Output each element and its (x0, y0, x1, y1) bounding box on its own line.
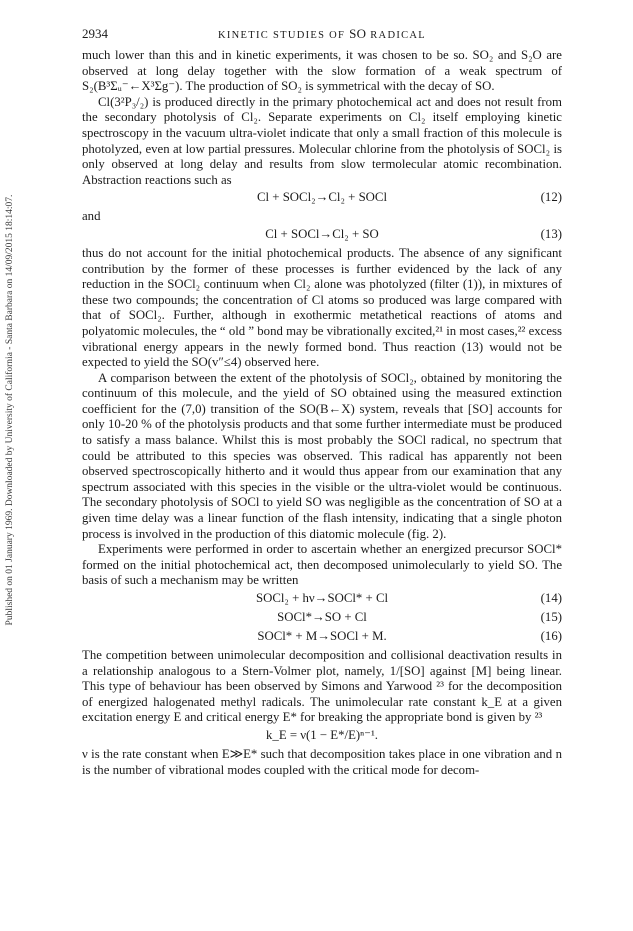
download-watermark (4, 90, 16, 730)
paragraph: ν is the rate constant when E≫E* such that decomposition takes place in one vibration and n is the number of vibrational modes coupled with the critical mode for decom- (82, 746, 562, 777)
equation-expression: k_E = ν(1 − E*/E)ⁿ⁻¹. (266, 727, 378, 742)
equation-rate-constant (82, 728, 562, 745)
equation-expression: Cl + SOCl→Cl₂ + SO (265, 226, 379, 241)
equation-number: (16) (540, 629, 562, 643)
paragraph: much lower than this and in kinetic experiments, it was chosen to be so. SO₂ and S₂O are observed at long delay together with the slow formation of a weak spectrum of S₂(B³Σᵤ⁻←X³Σg⁻). The production of SO₂ is symmetrical with the decay of SO. (82, 48, 562, 94)
paragraph: The competition between unimolecular decomposition and collisional deactivation results in a relationship analogous to a Stern-Volmer plot, namely, 1/[SO] against [M] being linear. This type of behaviour has been observed by Simons and Yarwood ²³ for the decomposition of energized halogenated methyl radicals. The unimolecular rate constant k_E at a given excitation energy E and critical energy E* for breaking the appropriate bond is given by ²³ (82, 648, 562, 725)
equation-15 (82, 610, 562, 627)
download-watermark-text: Published on 01 January 1969. Downloaded by University of California - Santa Barbara on 14/09/2015 18:14:07. (5, 194, 15, 626)
page-header (82, 26, 562, 48)
paragraph: A comparison between the extent of the photolysis of SOCl₂, obtained by monitoring the continuum of this molecule, and the yield of SO obtained using the measured extinction coefficient for the (7,0) transition of the SO(B←X) system, reveals that [SO] accounts for only 10-20 % of the photolysis products and that some further intermediate must be produced to satisfy a mass balance. Whilst this is most probably the SOCl radical, no spectrum that could be attributed to this species was observed. This radical has apparently not been observed spectroscopically hitherto and it would thus appear from our examination that any spectrum associated with this species in the visible or the ultra-violet would be continuous. The secondary photolysis of SOCl to yield SO was negligible as the concentration of SO at a given time delay was a linear function of the flash intensity, indicating that a single photon process is involved in the production of this diatomic molecule (fig. 2). (82, 370, 562, 541)
paragraph: Experiments were performed in order to ascertain whether an energized precursor SOCl* formed on the initial photochemical act, then decomposed unimolecularly to yield SO. The basis of such a mechanism may be written (82, 542, 562, 588)
connector-text: and (82, 209, 101, 224)
paragraph: thus do not account for the initial photochemical products. The absence of any significant contribution by the former of these processes is further evidenced by the lack of any reduction in the SOCl₂ continuum when Cl₂ alone was photolyzed (filter (1)), in mixtures of these two compounds; the concentration of Cl atoms so produced was large compared with that of SOCl₂. Further, although in exothermic metathetical reactions of atoms and polyatomic molecules, the “ old ” bond may be vibrationally excited,²¹ in most cases,²² excess vibrational energy appears in the newly formed bond. Thus reaction (13) would not be expected to yield the SO(v″≤4) observed here. (82, 245, 562, 370)
running-title: KINETIC STUDIES OF SO RADICAL (217, 26, 427, 41)
equation-number: (14) (540, 591, 562, 605)
equation-expression: SOCl* + M→SOCl + M. (257, 629, 387, 643)
equation-14 (82, 591, 562, 608)
equation-13 (82, 227, 562, 244)
equation-expression: Cl + SOCl₂→Cl₂ + SOCl (256, 190, 388, 205)
equation-number: (12) (540, 190, 562, 205)
article-page (82, 26, 562, 778)
equation-16 (82, 629, 562, 646)
paragraph: Cl(3²P₃/₂) is produced directly in the primary photochemical act and does not result from the secondary photolysis of Cl₂. Separate experiments on Cl₂ itself employing kinetic spectroscopy in the vacuum ultra-violet indicate that only a small fraction of this molecule is photolyzed, even at low partial pressures. Molecular chlorine from the photolysis of SOCl₂ is only observed at long delay and results from slow termolecular atomic recombination. Abstraction reactions such as (82, 94, 562, 187)
equation-12 (82, 190, 562, 207)
equation-number: (15) (540, 610, 562, 624)
equation-expression: SOCl*→SO + Cl (277, 610, 367, 624)
equation-expression: SOCl₂ + hν→SOCl* + Cl (255, 591, 389, 605)
page-number: 2934 (82, 26, 108, 41)
equation-number: (13) (540, 226, 562, 241)
